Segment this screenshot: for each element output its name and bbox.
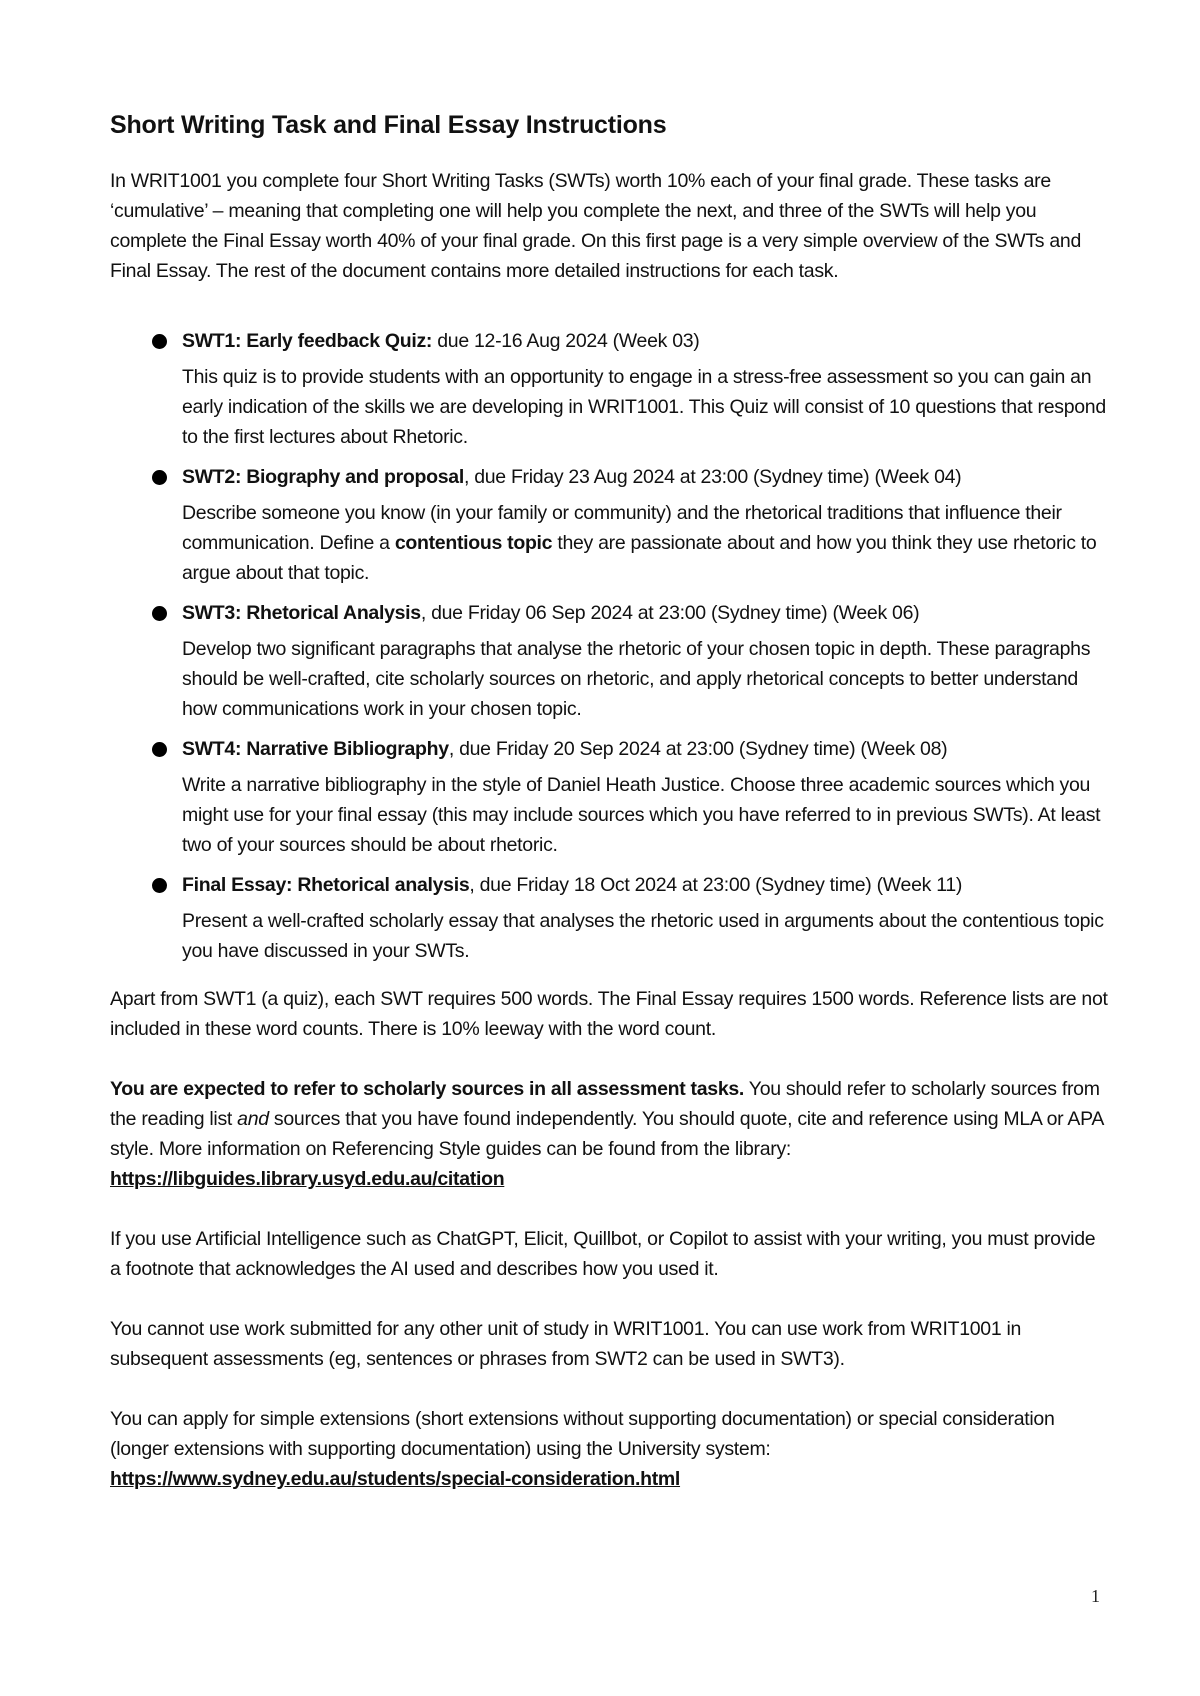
task-description-emphasis: contentious topic [394,532,553,554]
special-consideration-link[interactable]: https://www.sydney.edu.au/students/special-consideration.html [110,1468,681,1490]
task-due: , due Friday 18 Oct 2024 at 23:00 (Sydney time) (Week 11) [469,874,963,896]
task-description: Develop two significant paragraphs that analyse the rhetoric of your chosen topic in depth. These paragraphs should be well-crafted, cite scholarly sources on rhetoric, and apply rhetorical concepts to better understand how communications work in your chosen topic. [182,638,1091,720]
task-heading [182,462,1110,492]
task-heading [182,326,1110,356]
list-item [182,598,1110,724]
task-description: This quiz is to provide students with an opportunity to engage in a stress-free assessment so you can gain an early indication of the skills we are developing in WRIT1001. This Quiz will consist of 10 questions that respond to the first lectures about Rhetoric. [182,366,1106,448]
task-due: due 12-16 Aug 2024 (Week 03) [432,330,700,352]
reuse-policy-paragraph: You cannot use work submitted for any other unit of study in WRIT1001. You can use work from WRIT1001 in subsequent assessments (eg, sentences or phrases from SWT2 can be used in SWT3). [110,1318,1022,1370]
list-item [182,870,1110,966]
page-title: Short Writing Task and Final Essay Instructions [110,111,667,139]
sources-paragraph [110,1074,1110,1194]
ai-policy-paragraph: If you use Artificial Intelligence such as ChatGPT, Elicit, Quillbot, or Copilot to assist with your writing, you must provide a footnote that acknowledges the AI used and describes how you used it. [110,1228,1096,1280]
library-citation-link[interactable]: https://libguides.library.usyd.edu.au/citation [110,1168,505,1190]
list-item [182,734,1110,860]
task-due: , due Friday 23 Aug 2024 at 23:00 (Sydney time) (Week 04) [463,466,962,488]
task-description: Write a narrative bibliography in the style of Daniel Heath Justice. Choose three academic sources which you might use for your final essay (this may include sources which you have referred to in previous SWTs). At least two of your sources should be about rhetoric. [182,774,1101,856]
bullet-icon [152,878,167,893]
extensions-text: You can apply for simple extensions (short extensions without supporting documentation) or special consideration (longer extensions with supporting documentation) using the University system: [110,1408,1055,1460]
task-heading [182,870,1110,900]
bullet-icon [152,470,167,485]
task-description: Present a well-crafted scholarly essay that analyses the rhetoric used in arguments about the contentious topic you have discussed in your SWTs. [182,910,1104,962]
page-number: 1 [1091,1586,1100,1606]
sources-emphasis: You are expected to refer to scholarly sources in all assessment tasks. [110,1078,745,1100]
task-name: Final Essay: Rhetorical analysis [182,874,470,896]
bullet-icon [152,742,167,757]
word-count-paragraph: Apart from SWT1 (a quiz), each SWT requires 500 words. The Final Essay requires 1500 words. Reference lists are not included in these word counts. There is 10% leeway with the word count. [110,988,1108,1040]
task-list [110,326,1110,966]
task-description [182,498,1110,588]
task-description-text: they are passionate about and how you think they use rhetoric to argue about that topic. [182,532,1097,584]
bullet-icon [152,334,167,349]
extensions-paragraph [110,1404,1110,1494]
sources-italic: and [237,1108,269,1130]
task-name: SWT4: Narrative Bibliography [182,738,449,760]
task-heading [182,598,1110,628]
list-item [182,462,1110,588]
task-name: SWT2: Biography and proposal [182,466,464,488]
intro-paragraph: In WRIT1001 you complete four Short Writing Tasks (SWTs) worth 10% each of your final grade. These tasks are ‘cumulative’ – meaning that completing one will help you complete the next, and three of the SWTs will help you complete the Final Essay worth 40% of your final grade. On this first page is a very simple overview of the SWTs and Final Essay. The rest of the document contains more detailed instructions for each task. [110,170,1081,282]
task-heading [182,734,1110,764]
document-page [110,100,1110,1524]
sources-text: sources that you have found independently. You should quote, cite and reference using MLA or APA style. More information on Referencing Style guides can be found from the library: [110,1108,1104,1160]
task-name: SWT1: Early feedback Quiz: [182,330,433,352]
sources-text: You should refer to scholarly sources from the reading list [110,1078,1100,1130]
task-name: SWT3: Rhetorical Analysis [182,602,421,624]
task-due: , due Friday 06 Sep 2024 at 23:00 (Sydney time) (Week 06) [420,602,920,624]
list-item [182,326,1110,452]
bullet-icon [152,606,167,621]
task-description-text: Describe someone you know (in your family or community) and the rhetorical traditions that influence their communication. Define a [182,502,1062,554]
task-due: , due Friday 20 Sep 2024 at 23:00 (Sydney time) (Week 08) [448,738,948,760]
